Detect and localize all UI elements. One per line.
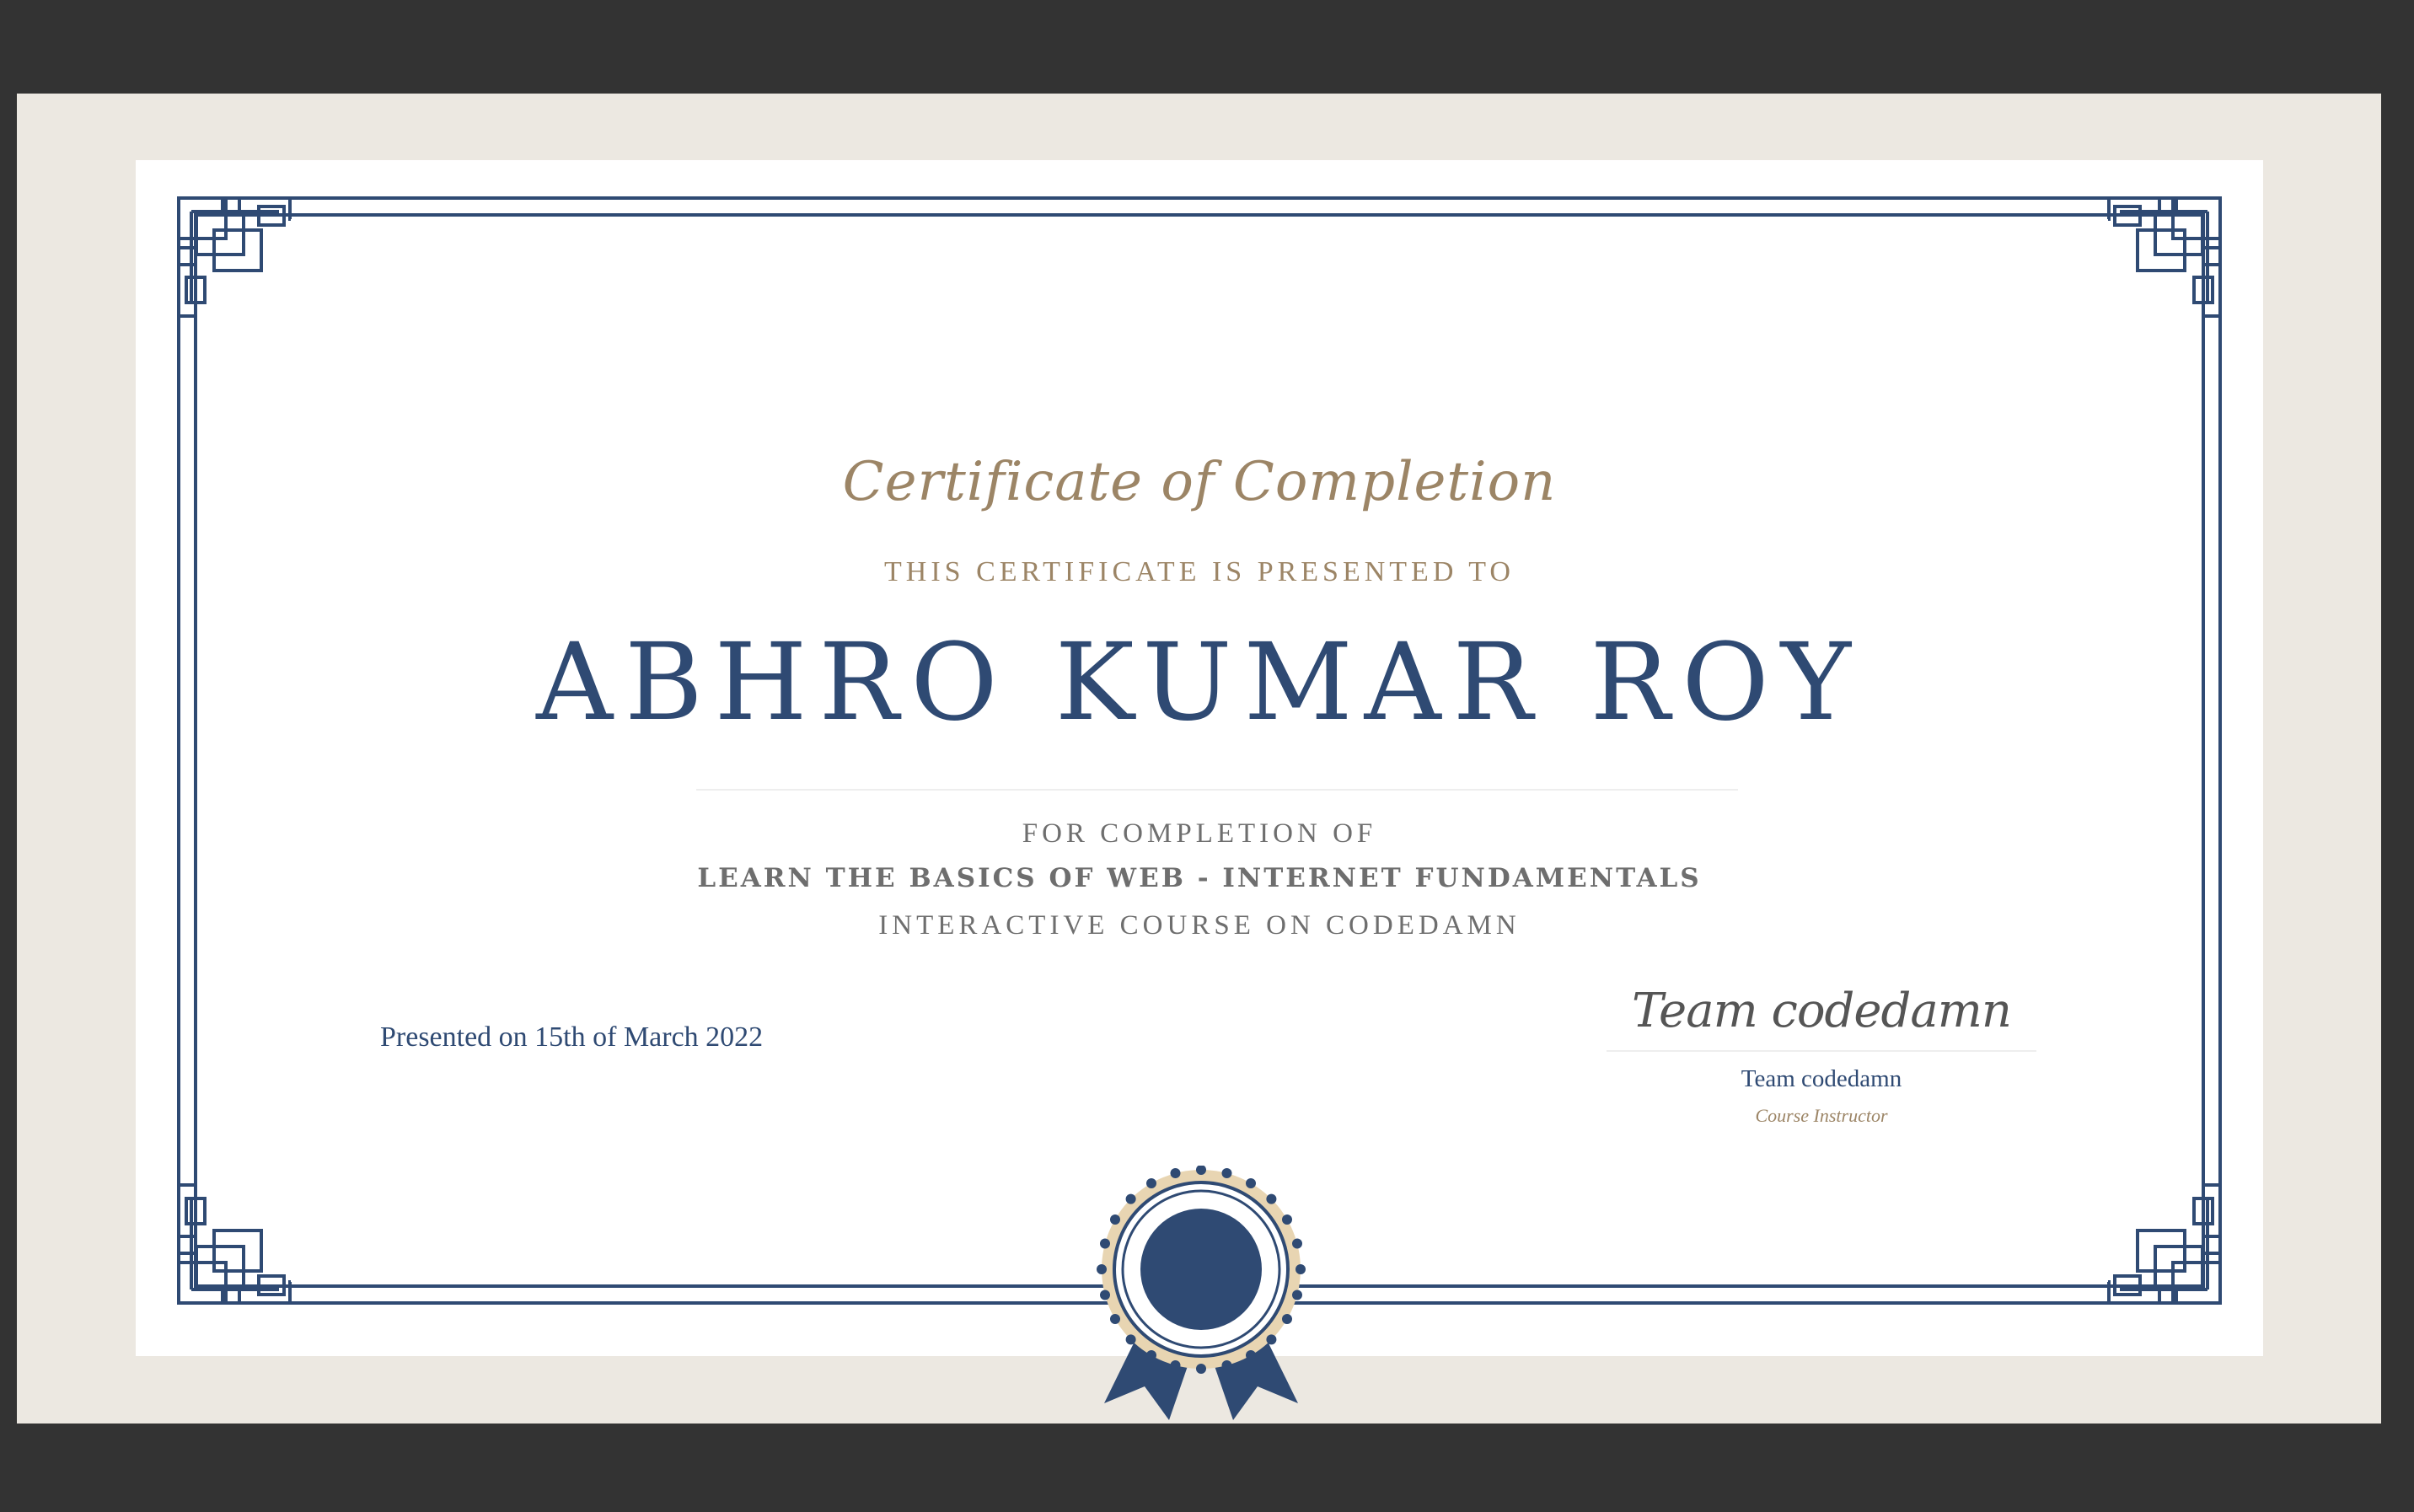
certificate-title: Certificate of Completion bbox=[842, 451, 1557, 513]
signatory-role: Course Instructor bbox=[1755, 1105, 1888, 1126]
recipient-name: ABHRO KUMAR ROY bbox=[536, 620, 1863, 744]
signature-line bbox=[1607, 1050, 2036, 1052]
presented-date: Presented on 15th of March 2022 bbox=[380, 1021, 764, 1053]
course-platform: INTERACTIVE COURSE ON CODEDAMN bbox=[878, 910, 1521, 941]
signatory-name: Team codedamn bbox=[1741, 1065, 1902, 1092]
signature: Team codedamn bbox=[1632, 984, 2011, 1038]
course-name: LEARN THE BASICS OF WEB - INTERNET FUNDAMENTALS bbox=[697, 863, 1702, 893]
presented-to-label: THIS CERTIFICATE IS PRESENTED TO bbox=[884, 556, 1515, 587]
signature-block bbox=[1602, 978, 2041, 1127]
award-ribbon-icon bbox=[1087, 1166, 1315, 1435]
name-divider bbox=[696, 789, 1738, 791]
for-completion-label: FOR COMPLETION OF bbox=[1022, 818, 1377, 849]
